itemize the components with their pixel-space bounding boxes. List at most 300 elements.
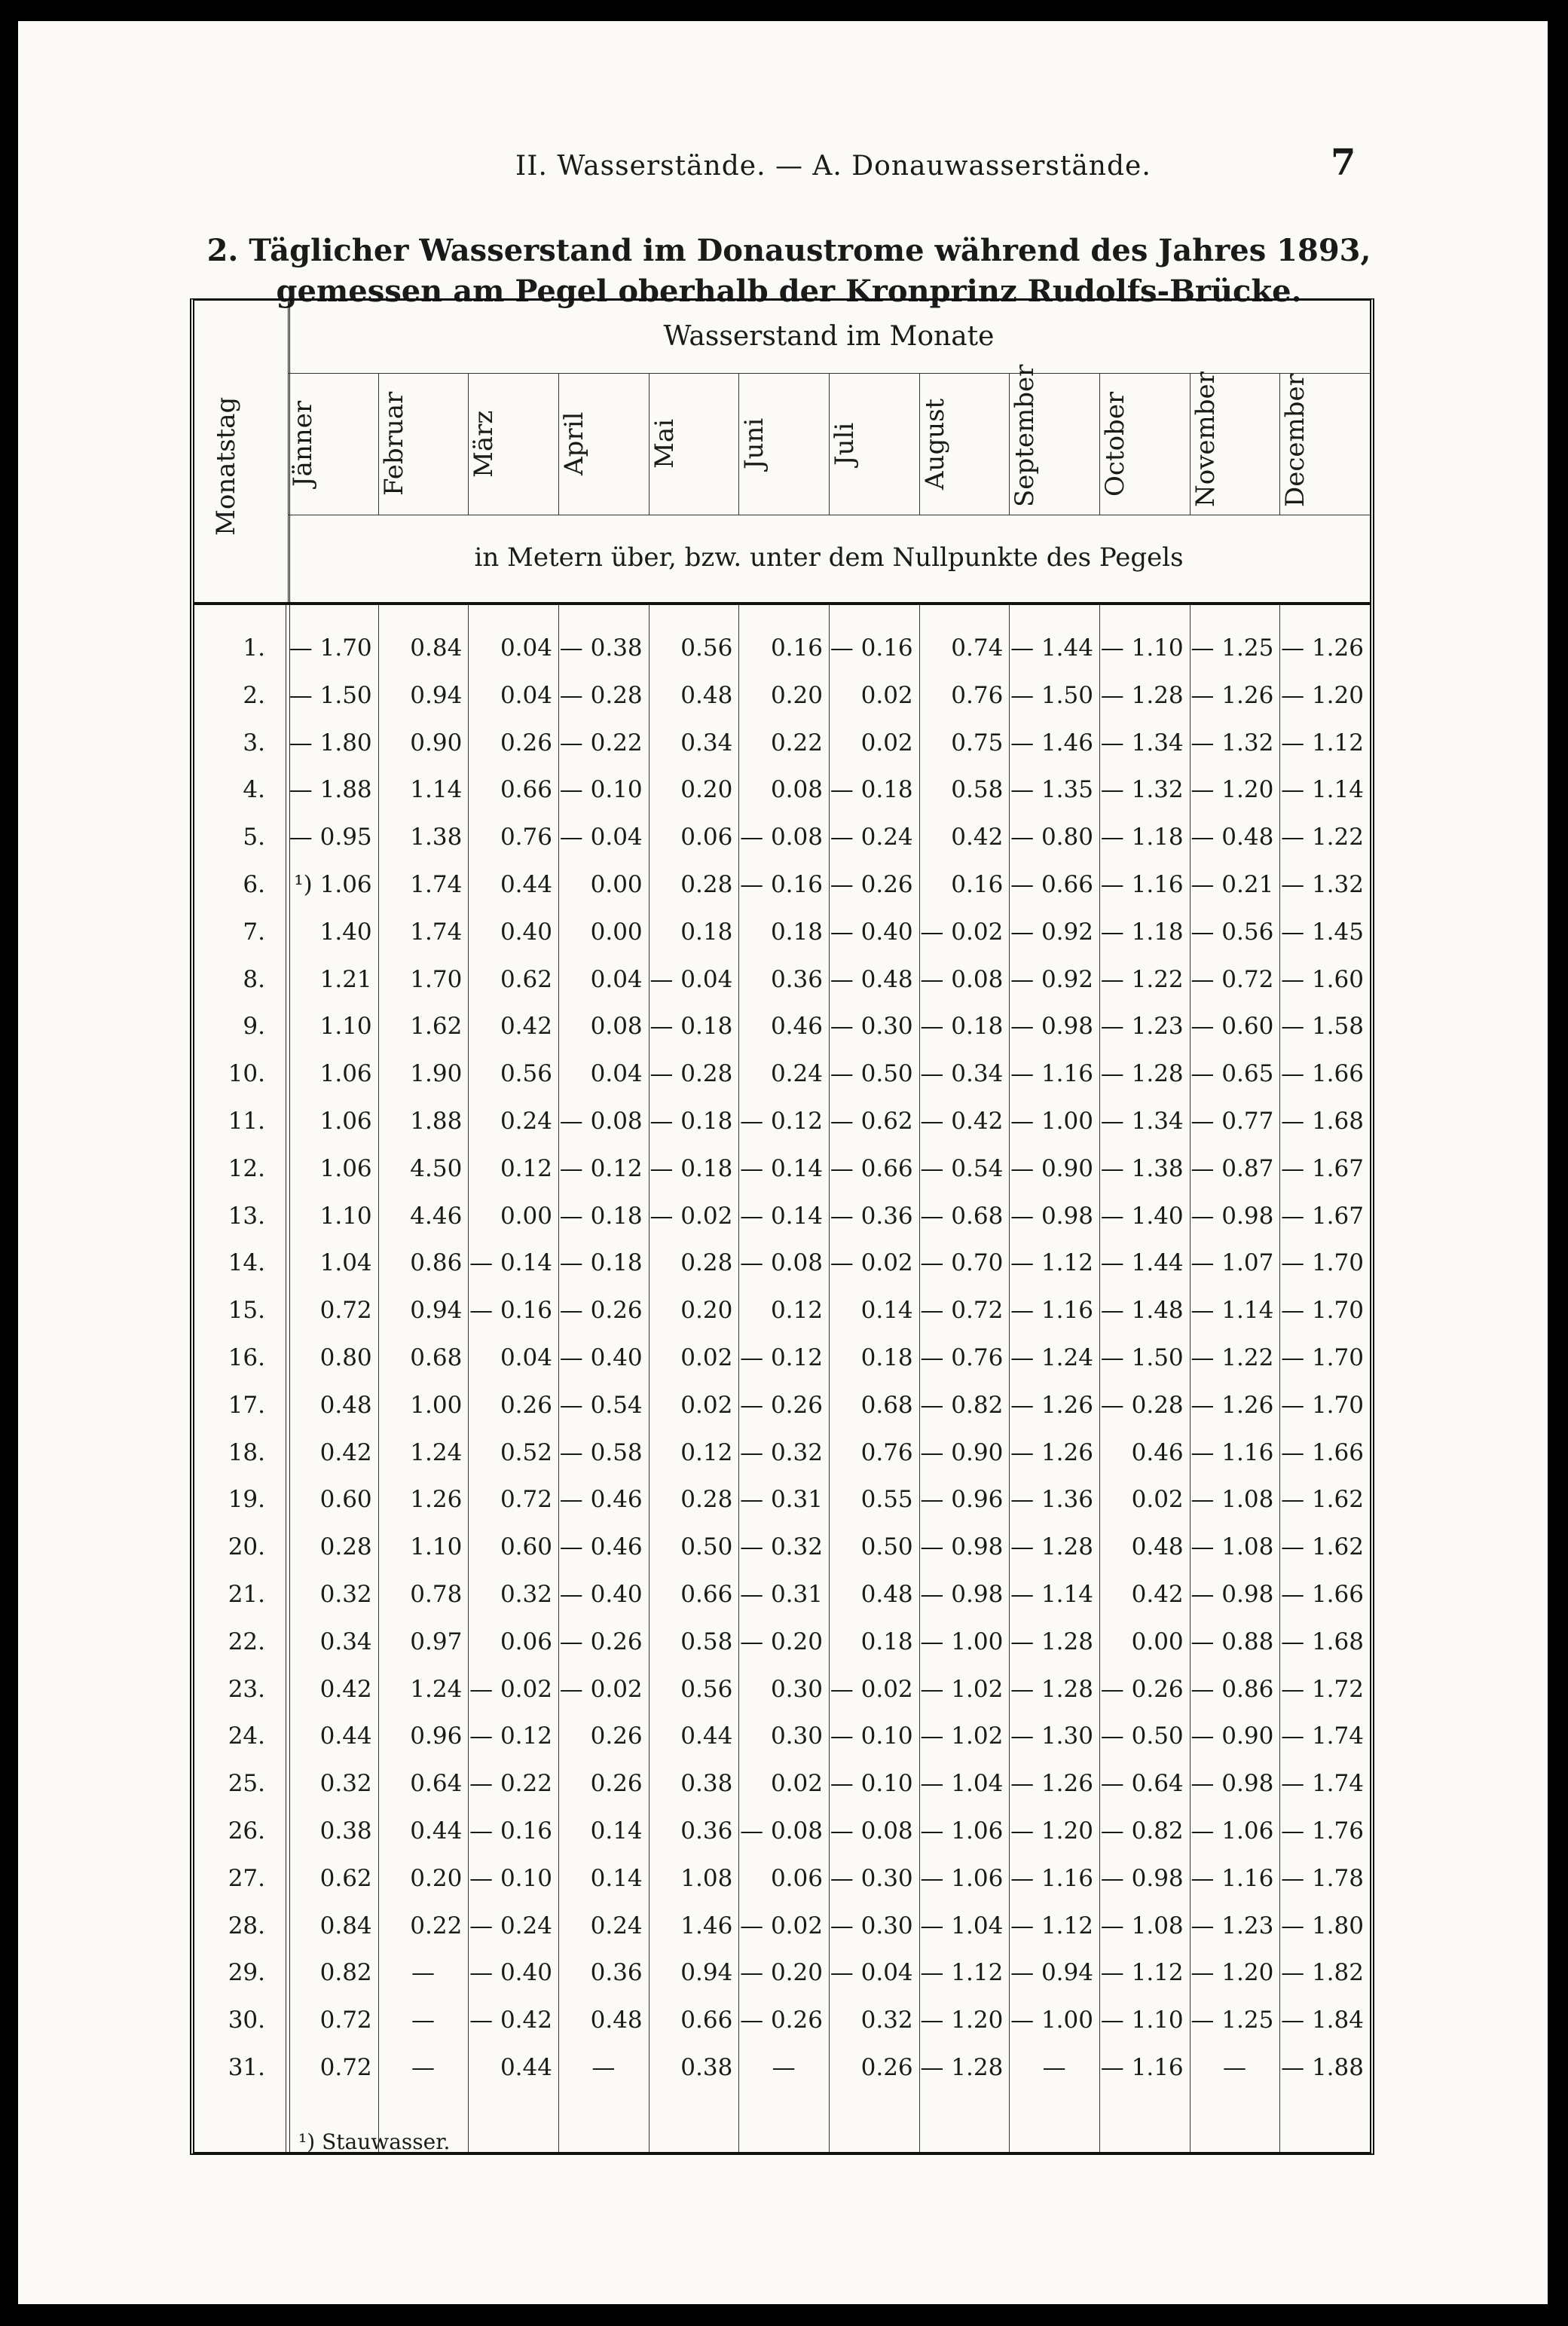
value-cell: — 0.21: [1191, 871, 1274, 898]
month-header: Jänner: [288, 400, 318, 488]
value-cell: — 0.26: [830, 871, 913, 898]
value-cell: 1.10: [319, 1202, 372, 1230]
value-cell: — 0.46: [559, 1533, 643, 1561]
value-cell: — 0.30: [830, 1013, 913, 1041]
value-cell: 0.72: [319, 2007, 372, 2034]
day-cell: 29.: [228, 1959, 265, 1987]
unit-row: in Metern über, bzw. unter dem Nullpunkte des Pegels: [288, 515, 1370, 603]
value-cell: 1.04: [319, 1249, 372, 1277]
day-cell: 13.: [228, 1202, 265, 1230]
value-cell: 0.56: [500, 1060, 552, 1088]
value-cell: 0.28: [680, 1249, 733, 1277]
value-cell: — 0.82: [920, 1391, 1004, 1419]
month-header-cell: [1009, 364, 1100, 515]
value-cell: 0.55: [860, 1486, 913, 1514]
table-row: [194, 814, 1370, 860]
value-cell: — 0.18: [920, 1013, 1004, 1041]
value-cell: — 0.12: [469, 1722, 552, 1750]
day-cell: 8.: [243, 965, 265, 993]
value-cell: 1.08: [680, 1864, 733, 1892]
value-cell: — 0.18: [650, 1154, 733, 1182]
value-cell: — 1.50: [1010, 681, 1093, 709]
value-cell: — 0.26: [559, 1297, 643, 1325]
day-cell: 16.: [228, 1344, 265, 1371]
value-cell: — 1.16: [1191, 1864, 1274, 1892]
value-cell: — 1.22: [1191, 1344, 1274, 1371]
day-cell: 30.: [228, 2007, 265, 2034]
value-cell: 1.26: [410, 1486, 463, 1514]
table-row: [194, 1808, 1370, 1854]
value-cell: — 1.16: [1191, 1438, 1274, 1466]
table-row: [194, 909, 1370, 955]
month-header-cell: [468, 373, 559, 515]
value-cell: 0.00: [590, 871, 643, 898]
month-header-cell: [288, 373, 378, 515]
day-cell: 14.: [228, 1249, 265, 1277]
value-cell: — 1.00: [920, 1628, 1004, 1655]
value-cell: — 1.08: [1100, 1912, 1184, 1939]
month-header-cell: [378, 373, 469, 515]
value-cell: 0.44: [319, 1722, 372, 1750]
value-cell: 0.04: [590, 1060, 643, 1088]
value-cell: 0.84: [410, 634, 463, 662]
value-cell: 0.28: [680, 1486, 733, 1514]
value-cell: 0.08: [770, 776, 823, 804]
value-cell: 0.66: [680, 1581, 733, 1608]
table-row: [194, 625, 1370, 671]
value-cell: — 1.70: [1281, 1391, 1364, 1419]
month-header: Februar: [378, 391, 409, 497]
value-cell: — 0.10: [830, 1770, 913, 1798]
value-cell: 0.46: [770, 1013, 823, 1041]
value-cell: — 0.26: [740, 2007, 823, 2034]
value-cell: — 0.14: [740, 1202, 823, 1230]
value-cell: — 0.96: [920, 1486, 1004, 1514]
value-cell: — 0.98: [920, 1581, 1004, 1608]
group-header: Wasserstand im Monate: [288, 301, 1370, 374]
value-cell: — 1.25: [1191, 2007, 1274, 2034]
value-cell: — 0.60: [1191, 1013, 1274, 1041]
value-cell: — 0.02: [740, 1912, 823, 1939]
day-cell: 28.: [228, 1912, 265, 1939]
value-cell: 0.86: [410, 1249, 463, 1277]
table-row: [194, 956, 1370, 1003]
value-cell: 0.82: [319, 1959, 372, 1987]
value-cell: — 0.72: [920, 1297, 1004, 1325]
value-cell: 0.48: [1131, 1533, 1184, 1561]
value-cell: — 1.20: [1191, 1959, 1274, 1987]
page-number: 7: [1331, 142, 1356, 184]
value-cell: — 0.48: [830, 965, 913, 993]
value-cell: 0.32: [319, 1581, 372, 1608]
month-header-cell: [738, 373, 830, 515]
value-cell: — 0.50: [1100, 1722, 1184, 1750]
value-cell: — 0.36: [830, 1202, 913, 1230]
value-cell: — 0.14: [469, 1249, 552, 1277]
value-cell: 0.64: [410, 1770, 463, 1798]
value-cell: — 1.32: [1191, 729, 1274, 756]
value-cell: 0.22: [770, 729, 823, 756]
day-cell: 24.: [228, 1722, 265, 1750]
value-cell: — 1.08: [1191, 1533, 1274, 1561]
value-cell: 0.60: [500, 1533, 552, 1561]
value-cell: 0.00: [590, 918, 643, 946]
day-cell: 21.: [228, 1581, 265, 1608]
value-cell: — 0.56: [1191, 918, 1274, 946]
table-row: [194, 861, 1370, 908]
value-cell: 0.16: [770, 634, 823, 662]
day-cell: 2.: [243, 681, 265, 709]
value-cell: 0.38: [680, 1770, 733, 1798]
value-cell: — 1.62: [1281, 1486, 1364, 1514]
month-header-cell: [919, 373, 1010, 515]
value-cell: 0.24: [770, 1060, 823, 1088]
value-cell: 1.40: [319, 918, 372, 946]
value-cell: — 0.04: [559, 824, 643, 851]
value-cell: — 0.86: [1191, 1675, 1274, 1703]
value-cell: — 1.28: [1010, 1533, 1093, 1561]
value-cell: — 0.48: [1191, 824, 1274, 851]
day-cell: 3.: [243, 729, 265, 756]
value-cell: — 0.16: [469, 1297, 552, 1325]
value-cell: 0.62: [319, 1864, 372, 1892]
value-cell: 0.38: [680, 2054, 733, 2081]
value-cell: 0.12: [500, 1154, 552, 1182]
value-cell: — 1.26: [1010, 1438, 1093, 1466]
value-cell: — 1.26: [1191, 1391, 1274, 1419]
day-cell: 20.: [228, 1533, 265, 1561]
value-cell: — 1.30: [1010, 1722, 1093, 1750]
value-cell: — 0.08: [740, 1817, 823, 1845]
value-cell: 0.02: [680, 1344, 733, 1371]
value-cell: 0.00: [500, 1202, 552, 1230]
value-cell: — 0.20: [740, 1628, 823, 1655]
value-cell: 0.08: [590, 1013, 643, 1041]
value-cell: 0.56: [680, 634, 733, 662]
value-cell: 0.04: [500, 1344, 552, 1371]
table-row: [194, 1666, 1370, 1713]
value-cell: 0.02: [770, 1770, 823, 1798]
value-cell: — 0.16: [830, 634, 913, 662]
value-cell: —: [1042, 2054, 1066, 2081]
day-cell: 4.: [243, 776, 265, 804]
value-cell: 0.50: [860, 1533, 913, 1561]
value-cell: — 1.34: [1100, 1108, 1184, 1135]
table-row: [194, 1903, 1370, 1949]
month-header: August: [919, 398, 950, 490]
value-cell: — 1.20: [1010, 1817, 1093, 1845]
value-cell: 0.20: [680, 776, 733, 804]
value-cell: —: [411, 2054, 435, 2081]
value-cell: 4.46: [410, 1202, 463, 1230]
value-cell: — 0.24: [469, 1912, 552, 1939]
value-cell: 0.02: [860, 681, 913, 709]
value-cell: — 0.18: [650, 1108, 733, 1135]
value-cell: 0.26: [500, 729, 552, 756]
value-cell: 1.90: [410, 1060, 463, 1088]
value-cell: 0.18: [860, 1344, 913, 1371]
value-cell: — 1.12: [1010, 1912, 1093, 1939]
value-cell: — 0.90: [1010, 1154, 1093, 1182]
value-cell: — 0.40: [830, 918, 913, 946]
value-cell: 0.26: [590, 1722, 643, 1750]
value-cell: — 1.66: [1281, 1581, 1364, 1608]
value-cell: 0.36: [680, 1817, 733, 1845]
value-cell: 0.40: [500, 918, 552, 946]
value-cell: — 0.98: [1100, 1864, 1184, 1892]
value-cell: 0.02: [860, 729, 913, 756]
value-cell: — 1.26: [1281, 634, 1364, 662]
value-cell: — 0.42: [469, 2007, 552, 2034]
value-cell: — 1.16: [1010, 1060, 1093, 1088]
value-cell: 1.06: [319, 1060, 372, 1088]
value-cell: 0.28: [680, 871, 733, 898]
value-cell: — 1.88: [289, 776, 372, 804]
value-cell: 1.38: [410, 824, 463, 851]
value-cell: — 1.48: [1100, 1297, 1184, 1325]
value-cell: — 1.67: [1281, 1154, 1364, 1182]
table-row: [194, 1476, 1370, 1523]
value-cell: — 0.46: [559, 1486, 643, 1514]
value-cell: — 0.16: [469, 1817, 552, 1845]
value-cell: — 0.08: [740, 824, 823, 851]
value-cell: — 1.68: [1281, 1108, 1364, 1135]
day-cell: 23.: [228, 1675, 265, 1703]
value-cell: — 0.30: [830, 1864, 913, 1892]
value-cell: — 0.12: [740, 1344, 823, 1371]
value-cell: — 1.12: [1010, 1249, 1093, 1277]
value-cell: — 0.40: [559, 1581, 643, 1608]
value-cell: — 0.42: [920, 1108, 1004, 1135]
month-header: November: [1190, 371, 1221, 507]
value-cell: 0.22: [410, 1912, 463, 1939]
value-cell: — 0.40: [559, 1344, 643, 1371]
table-row: [194, 766, 1370, 813]
value-cell: 0.96: [410, 1722, 463, 1750]
value-cell: —: [1222, 2054, 1246, 2081]
value-cell: — 0.18: [830, 776, 913, 804]
day-cell: 7.: [243, 918, 265, 946]
value-cell: — 1.26: [1010, 1391, 1093, 1419]
table-row: [194, 1003, 1370, 1050]
day-cell: 12.: [228, 1154, 265, 1182]
value-cell: — 1.10: [1100, 2007, 1184, 2034]
day-cell: 31.: [228, 2054, 265, 2081]
month-header: März: [469, 410, 500, 478]
value-cell: — 0.24: [830, 824, 913, 851]
value-cell: — 0.02: [559, 1675, 643, 1703]
value-cell: 0.68: [860, 1391, 913, 1419]
value-cell: — 1.26: [1191, 681, 1274, 709]
value-cell: — 1.62: [1281, 1533, 1364, 1561]
value-cell: 0.44: [680, 1722, 733, 1750]
value-cell: — 0.64: [1100, 1770, 1184, 1798]
value-cell: 0.60: [319, 1486, 372, 1514]
value-cell: 1.06: [319, 1108, 372, 1135]
value-cell: — 1.44: [1100, 1249, 1184, 1277]
value-cell: 1.62: [410, 1013, 463, 1041]
value-cell: — 1.32: [1281, 871, 1364, 898]
value-cell: — 0.98: [1010, 1013, 1093, 1041]
value-cell: 0.20: [410, 1864, 463, 1892]
day-cell: 1.: [243, 634, 265, 662]
value-cell: — 0.18: [559, 1249, 643, 1277]
value-cell: — 0.66: [1010, 871, 1093, 898]
value-cell: — 0.98: [1191, 1202, 1274, 1230]
value-cell: — 1.68: [1281, 1628, 1364, 1655]
value-cell: — 0.10: [830, 1722, 913, 1750]
value-cell: — 1.34: [1100, 729, 1184, 756]
value-cell: 1.74: [410, 871, 463, 898]
value-cell: — 1.58: [1281, 1013, 1364, 1041]
day-cell: 25.: [228, 1770, 265, 1798]
value-cell: — 1.66: [1281, 1438, 1364, 1466]
value-cell: — 1.00: [1010, 2007, 1093, 2034]
value-cell: 0.06: [680, 824, 733, 851]
table-row: [194, 1239, 1370, 1286]
value-cell: — 1.35: [1010, 776, 1093, 804]
value-cell: — 0.66: [830, 1154, 913, 1182]
day-cell: 22.: [228, 1628, 265, 1655]
value-cell: — 1.60: [1281, 965, 1364, 993]
month-header-cell: [1099, 373, 1191, 515]
value-cell: — 0.22: [559, 729, 643, 756]
value-cell: 0.04: [500, 634, 552, 662]
value-cell: 0.34: [319, 1628, 372, 1655]
value-cell: 1.70: [410, 965, 463, 993]
value-cell: — 1.12: [1281, 729, 1364, 756]
value-cell: 0.42: [319, 1675, 372, 1703]
value-cell: — 0.26: [740, 1391, 823, 1419]
value-cell: — 0.12: [740, 1108, 823, 1135]
value-cell: — 1.80: [289, 729, 372, 756]
value-cell: — 0.18: [559, 1202, 643, 1230]
value-cell: 0.14: [590, 1817, 643, 1845]
value-cell: — 1.22: [1281, 824, 1364, 851]
table-row: [194, 1193, 1370, 1239]
value-cell: — 1.04: [920, 1912, 1004, 1939]
value-cell: 0.12: [770, 1297, 823, 1325]
value-cell: 0.76: [500, 824, 552, 851]
value-cell: — 1.32: [1100, 776, 1184, 804]
value-cell: — 0.08: [920, 965, 1004, 993]
value-cell: 0.72: [500, 1486, 552, 1514]
running-head: II. Wasserstände. — A. Donauwasserstände.: [515, 151, 1151, 182]
value-cell: — 0.40: [469, 1959, 552, 1987]
value-cell: — 1.12: [1100, 1959, 1184, 1987]
value-cell: — 0.28: [1100, 1391, 1184, 1419]
day-cell: 26.: [228, 1817, 265, 1845]
month-header: Juli: [830, 422, 860, 466]
value-cell: — 0.10: [559, 776, 643, 804]
value-cell: 0.14: [860, 1297, 913, 1325]
month-header-cell: [1279, 373, 1371, 515]
value-cell: 0.38: [319, 1817, 372, 1845]
value-cell: 0.02: [1131, 1486, 1184, 1514]
value-cell: — 0.28: [559, 681, 643, 709]
day-cell: 11.: [228, 1108, 265, 1135]
value-cell: — 1.70: [1281, 1297, 1364, 1325]
value-cell: — 1.20: [920, 2007, 1004, 2034]
value-cell: 1.21: [319, 965, 372, 993]
value-cell: 0.20: [770, 681, 823, 709]
value-cell: — 0.02: [650, 1202, 733, 1230]
value-cell: — 1.23: [1100, 1013, 1184, 1041]
month-header: Juni: [739, 417, 770, 470]
value-cell: — 1.45: [1281, 918, 1364, 946]
day-cell: 17.: [228, 1391, 265, 1419]
value-cell: — 0.98: [1191, 1770, 1274, 1798]
month-header: October: [1100, 391, 1130, 497]
value-cell: — 0.98: [1010, 1202, 1093, 1230]
table-row: [194, 1524, 1370, 1570]
value-cell: 0.06: [770, 1864, 823, 1892]
value-cell: 0.32: [319, 1770, 372, 1798]
value-cell: 0.94: [410, 1297, 463, 1325]
value-cell: 0.36: [770, 965, 823, 993]
value-cell: — 1.28: [920, 2054, 1004, 2081]
value-cell: — 0.08: [740, 1249, 823, 1277]
value-cell: — 0.88: [1191, 1628, 1274, 1655]
value-cell: — 1.20: [1191, 776, 1274, 804]
value-cell: — 0.92: [1010, 918, 1093, 946]
table-row: [194, 1760, 1370, 1807]
value-cell: — 1.74: [1281, 1722, 1364, 1750]
footnote-marker: ¹): [298, 2129, 316, 2154]
value-cell: — 1.16: [1100, 2054, 1184, 2081]
value-cell: 0.26: [860, 2054, 913, 2081]
value-cell: 0.56: [680, 1675, 733, 1703]
value-cell: —: [772, 2054, 796, 2081]
value-cell: — 0.92: [1010, 965, 1093, 993]
value-cell: — 0.02: [830, 1675, 913, 1703]
table-row: [194, 1098, 1370, 1145]
value-cell: 0.04: [590, 965, 643, 993]
value-cell: — 1.74: [1281, 1770, 1364, 1798]
value-cell: 1.14: [410, 776, 463, 804]
value-cell: 4.50: [410, 1154, 463, 1182]
value-cell: 1.46: [680, 1912, 733, 1939]
value-cell: — 0.31: [740, 1486, 823, 1514]
value-cell: 0.58: [680, 1628, 733, 1655]
value-cell: — 0.72: [1191, 965, 1274, 993]
value-cell: 0.62: [500, 965, 552, 993]
value-cell: — 0.26: [1100, 1675, 1184, 1703]
value-cell: 0.32: [860, 2007, 913, 2034]
value-cell: 0.46: [1131, 1438, 1184, 1466]
value-cell: 0.18: [680, 918, 733, 946]
table-row: [194, 1949, 1370, 1996]
value-cell: 1.10: [319, 1013, 372, 1041]
value-cell: — 0.87: [1191, 1154, 1274, 1182]
value-cell: — 1.16: [1010, 1297, 1093, 1325]
value-cell: — 0.80: [1010, 824, 1093, 851]
month-header: September: [1010, 364, 1041, 507]
table-row: [194, 1382, 1370, 1429]
table-row: [194, 1050, 1370, 1097]
value-cell: 1.88: [410, 1108, 463, 1135]
value-cell: — 1.82: [1281, 1959, 1364, 1987]
value-cell: — 0.30: [830, 1912, 913, 1939]
value-cell: 0.44: [500, 2054, 552, 2081]
value-cell: 0.97: [410, 1628, 463, 1655]
value-cell: 0.48: [860, 1581, 913, 1608]
table-row: [194, 1571, 1370, 1618]
value-cell: 1.00: [410, 1391, 463, 1419]
value-cell: — 1.26: [1010, 1770, 1093, 1798]
value-cell: 0.44: [410, 1817, 463, 1845]
value-cell: — 0.04: [830, 1959, 913, 1987]
